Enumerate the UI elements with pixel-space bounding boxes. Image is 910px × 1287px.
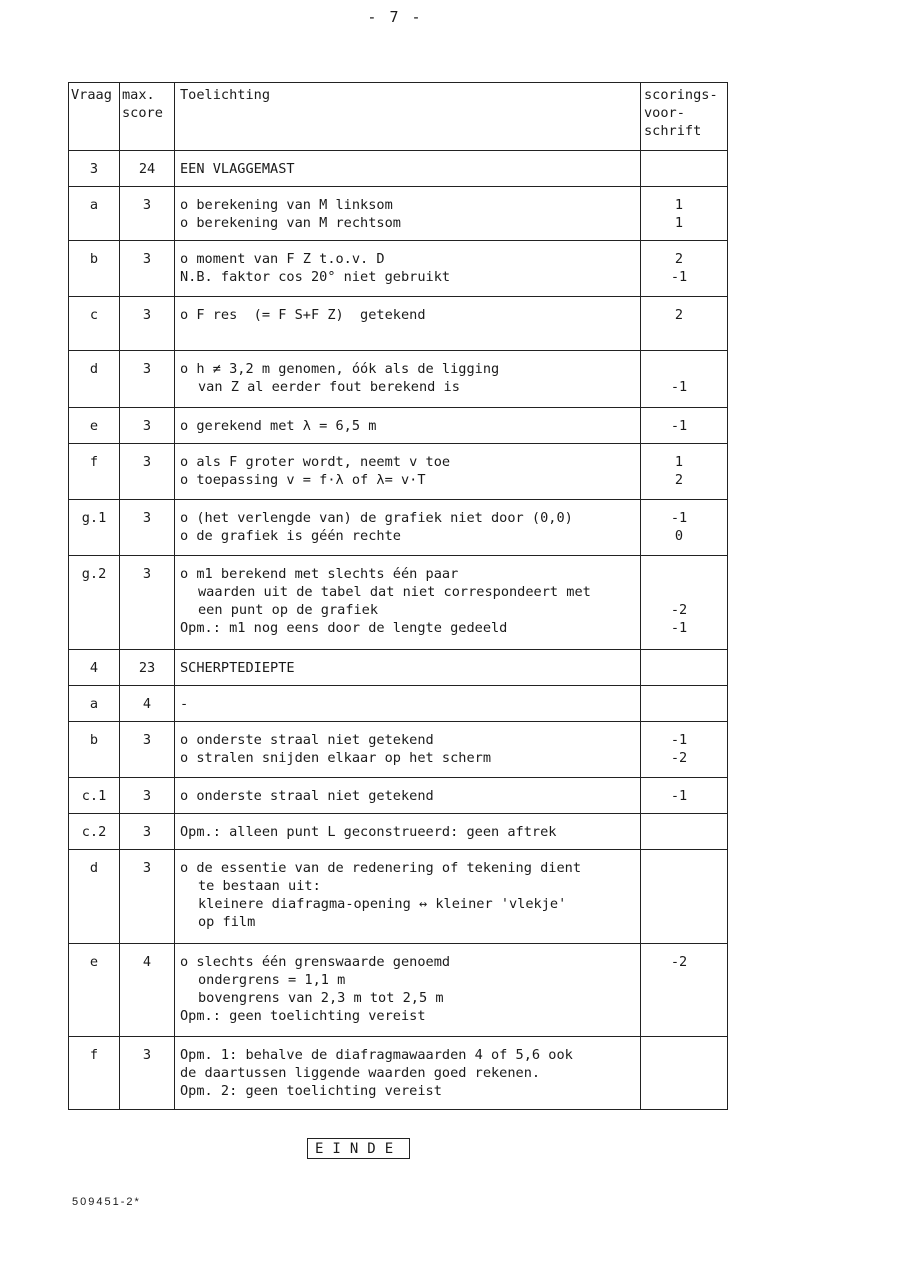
explanation-line: o de grafiek is géén rechte [180, 528, 401, 544]
scoring-cell [641, 850, 728, 944]
explanation-line: Opm. 2: geen toelichting vereist [180, 1083, 442, 1099]
explanation-cell [175, 351, 641, 408]
question-number: f [69, 1037, 120, 1110]
scoring-cell [641, 500, 728, 556]
header-scoring [641, 83, 728, 151]
table-row [69, 351, 728, 408]
score-value: -1 [670, 269, 688, 285]
scoring-cell [641, 297, 728, 351]
score-value: -2 [670, 602, 688, 618]
score-value: 2 [674, 307, 684, 323]
explanation-cell [175, 187, 641, 241]
max-score: 3 [120, 241, 175, 297]
explanation-cell [175, 408, 641, 444]
explanation-line: o slechts één grenswaarde genoemd [180, 954, 451, 970]
scoring-cell [641, 151, 728, 187]
explanation-cell [175, 1037, 641, 1110]
max-score: 3 [120, 850, 175, 944]
max-score: 3 [120, 500, 175, 556]
header-toelichting: Toelichting [175, 83, 641, 151]
page-number: - 7 - [367, 8, 423, 26]
scoring-cell [641, 444, 728, 500]
scoring-cell [641, 408, 728, 444]
scoring-cell [641, 722, 728, 778]
score-value [641, 895, 717, 913]
score-value: -1 [670, 620, 688, 636]
table-row [69, 151, 728, 187]
score-value [641, 583, 717, 601]
score-value [641, 324, 717, 342]
explanation-line: o berekening van M linksom [180, 197, 393, 213]
explanation-cell [175, 944, 641, 1037]
explanation-cell [175, 500, 641, 556]
question-number: f [69, 444, 120, 500]
question-number: 4 [69, 650, 120, 686]
explanation-cell [175, 297, 641, 351]
table-row [69, 1037, 728, 1110]
explanation-cell [175, 556, 641, 650]
explanation-cell [175, 850, 641, 944]
score-value [641, 659, 717, 677]
score-value: -1 [670, 418, 688, 434]
scoring-cell [641, 944, 728, 1037]
document-code: 509451-2* [72, 1196, 141, 1208]
explanation-cell [175, 444, 641, 500]
explanation-cell [175, 241, 641, 297]
explanation-line: van Z al eerder fout berekend is [198, 379, 460, 395]
explanation-line: een punt op de grafiek [198, 602, 379, 618]
scoring-cell [641, 556, 728, 650]
table-row [69, 686, 728, 722]
table-row [69, 187, 728, 241]
explanation-line: o berekening van M rechtsom [180, 215, 401, 231]
scoring-cell [641, 351, 728, 408]
scoring-cell [641, 1037, 728, 1110]
max-score: 3 [120, 722, 175, 778]
max-score: 3 [120, 556, 175, 650]
explanation-line: o m1 berekend met slechts één paar [180, 566, 459, 582]
score-value [641, 971, 717, 989]
max-score: 3 [120, 778, 175, 814]
explanation-line: o de essentie van de redenering of tekening dient [180, 860, 582, 876]
explanation-line: o moment van F Z t.o.v. D [180, 251, 385, 267]
score-value: 1 [674, 215, 684, 231]
max-score: 3 [120, 187, 175, 241]
score-value [641, 1082, 717, 1100]
explanation-line: o h ≠ 3,2 m genomen, óók als de ligging [180, 361, 500, 377]
table-row [69, 556, 728, 650]
table-row [69, 850, 728, 944]
table-row [69, 408, 728, 444]
explanation-line [180, 324, 636, 342]
explanation-cell [175, 778, 641, 814]
score-value [641, 1046, 717, 1064]
explanation-line: o onderste straal niet getekend [180, 732, 434, 748]
table-row [69, 500, 728, 556]
scoring-table [68, 82, 728, 1110]
header-scoring-line3: schrift [644, 123, 702, 139]
max-score: 4 [120, 944, 175, 1037]
question-number: e [69, 944, 120, 1037]
max-score: 23 [120, 650, 175, 686]
max-score: 3 [120, 351, 175, 408]
score-value: -1 [670, 510, 688, 526]
explanation-line: o gerekend met λ = 6,5 m [180, 418, 377, 434]
score-value [641, 989, 717, 1007]
explanation-cell [175, 686, 641, 722]
table-row [69, 722, 728, 778]
question-number: 3 [69, 151, 120, 187]
score-value [641, 877, 717, 895]
question-number: d [69, 850, 120, 944]
max-score: 4 [120, 686, 175, 722]
explanation-line: kleinere diafragma-opening ↔ kleiner 'vlekje' [198, 896, 567, 912]
explanation-line: o (het verlengde van) de grafiek niet door (0,0) [180, 510, 573, 526]
score-value: 0 [674, 528, 684, 544]
score-value: 2 [674, 472, 684, 488]
explanation-line: op film [198, 914, 256, 930]
score-value: -1 [670, 732, 688, 748]
question-number: c [69, 297, 120, 351]
table-row [69, 778, 728, 814]
explanation-line: - [180, 696, 189, 712]
score-value [641, 1007, 717, 1025]
scoring-cell [641, 241, 728, 297]
max-score: 3 [120, 297, 175, 351]
explanation-line: de daartussen liggende waarden goed rekenen. [180, 1065, 541, 1081]
score-value [641, 565, 717, 583]
explanation-line: SCHERPTEDIEPTE [180, 660, 295, 676]
explanation-line: Opm.: geen toelichting vereist [180, 1008, 426, 1024]
question-number: a [69, 686, 120, 722]
score-value: -2 [670, 750, 688, 766]
table-row [69, 241, 728, 297]
score-value [641, 823, 717, 841]
explanation-line: Opm.: m1 nog eens door de lengte gedeeld [180, 620, 508, 636]
score-value [641, 160, 717, 178]
max-score: 3 [120, 444, 175, 500]
explanation-line: ondergrens = 1,1 m [198, 972, 346, 988]
scoring-cell [641, 187, 728, 241]
score-value [641, 695, 717, 713]
header-scoring-line2: voor- [644, 105, 685, 121]
explanation-line: bovengrens van 2,3 m tot 2,5 m [198, 990, 444, 1006]
header-max-score [120, 83, 175, 151]
max-score: 24 [120, 151, 175, 187]
explanation-cell [175, 151, 641, 187]
score-value [641, 859, 717, 877]
question-number: a [69, 187, 120, 241]
end-label: EINDE [307, 1138, 410, 1159]
explanation-cell [175, 650, 641, 686]
explanation-line: o toepassing v = f·λ of λ= v·T [180, 472, 426, 488]
table-row [69, 444, 728, 500]
explanation-line: Opm. 1: behalve de diafragmawaarden 4 of 5,6 ook [180, 1047, 573, 1063]
scoring-cell [641, 650, 728, 686]
score-value: 1 [674, 197, 684, 213]
explanation-line: EEN VLAGGEMAST [180, 161, 295, 177]
explanation-cell [175, 814, 641, 850]
question-number: c.2 [69, 814, 120, 850]
explanation-line: o stralen snijden elkaar op het scherm [180, 750, 491, 766]
scoring-cell [641, 778, 728, 814]
explanation-line: N.B. faktor cos 20° niet gebruikt [180, 269, 451, 285]
table-row [69, 814, 728, 850]
score-value: -1 [670, 379, 688, 395]
question-number: g.1 [69, 500, 120, 556]
header-max-line1: max. [122, 87, 155, 103]
question-number: e [69, 408, 120, 444]
question-number: d [69, 351, 120, 408]
score-value [641, 1064, 717, 1082]
scoring-cell [641, 814, 728, 850]
table-row [69, 650, 728, 686]
header-vraag: Vraag [69, 83, 120, 151]
max-score: 3 [120, 814, 175, 850]
explanation-line: o als F groter wordt, neemt v toe [180, 454, 451, 470]
explanation-line: o F res (= F S+F Z) getekend [180, 307, 426, 323]
score-value: -2 [670, 954, 688, 970]
table-row [69, 944, 728, 1037]
scoring-cell [641, 686, 728, 722]
score-value: 1 [674, 454, 684, 470]
explanation-line: waarden uit de tabel dat niet correspondeert met [198, 584, 591, 600]
explanation-cell [175, 722, 641, 778]
explanation-line: te bestaan uit: [198, 878, 321, 894]
question-number: b [69, 241, 120, 297]
explanation-line: Opm.: alleen punt L geconstrueerd: geen aftrek [180, 824, 557, 840]
score-value [641, 360, 717, 378]
max-score: 3 [120, 1037, 175, 1110]
max-score: 3 [120, 408, 175, 444]
table-row [69, 297, 728, 351]
score-value: 2 [674, 251, 684, 267]
score-value [641, 913, 717, 931]
question-number: b [69, 722, 120, 778]
header-scoring-line1: scorings- [644, 87, 718, 103]
table-header-row [69, 83, 728, 151]
explanation-line: o onderste straal niet getekend [180, 788, 434, 804]
question-number: g.2 [69, 556, 120, 650]
score-value: -1 [670, 788, 688, 804]
header-max-line2: score [122, 105, 163, 121]
question-number: c.1 [69, 778, 120, 814]
